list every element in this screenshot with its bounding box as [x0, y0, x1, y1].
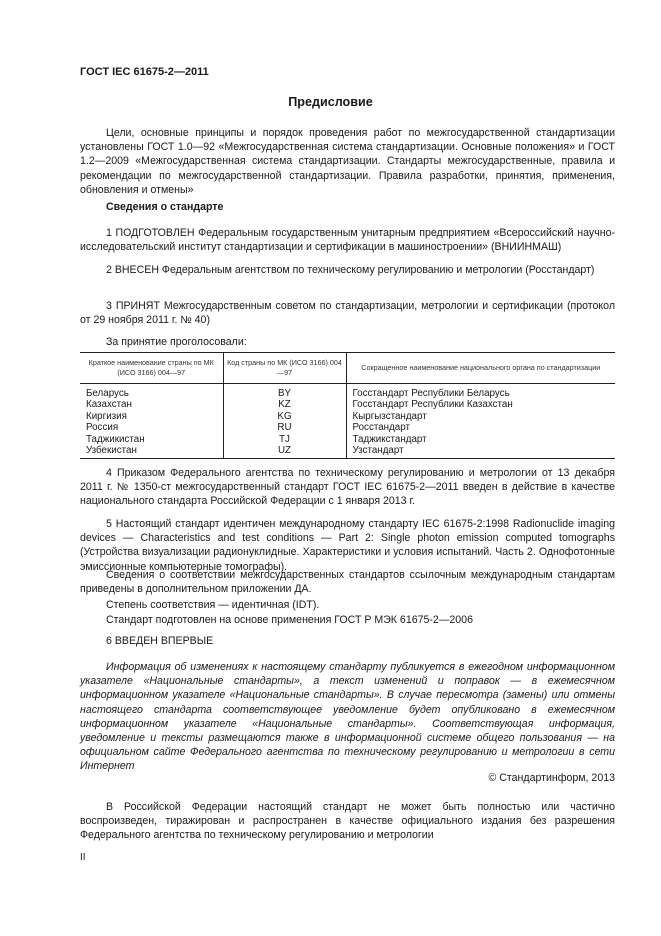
header-country-name: Краткое наименование страны по МК (ИСО 3166) 004—97: [80, 353, 223, 384]
table-row: [80, 445, 615, 459]
header-country-code: Код страны по МК (ИСО 3166) 004—97: [223, 353, 346, 384]
item-prepared: 1 ПОДГОТОВЛЕН Федеральным государственным унитарным предприятием «Всероссийский научно-исследовательский институт стандартизации и сертификации в машиностроении» (ВНИИНМАШ): [80, 227, 615, 254]
body-cell: Госстандарт Республики Казахстан: [346, 399, 615, 410]
code-cell: RU: [223, 422, 346, 433]
voted-label: За принятие проголосовали:: [106, 336, 247, 348]
item-adopted: 3 ПРИНЯТ Межгосударственным советом по стандартизации, метрологии и сертификации (протокол от 29 ноября 2011 г. № 40): [80, 300, 615, 327]
code-cell: BY: [223, 384, 346, 400]
info-heading: Сведения о стандарте: [106, 201, 224, 213]
table-row: [80, 411, 615, 422]
page-number: II: [80, 852, 86, 863]
rights-notice: В Российской Федерации настоящий стандарт не может быть полностью или частично воспроизведен, тиражирован и распространен в качестве официального издания без разрешения Федерального агентства по техническому регулированию и метрологии: [80, 801, 615, 842]
country-cell: Таджикистан: [86, 433, 145, 445]
item-basis: Стандарт подготовлен на основе применения ГОСТ Р МЭК 61675-2—2006: [106, 614, 473, 626]
country-cell: Россия: [86, 422, 119, 434]
item-identical: 5 Настоящий стандарт идентичен международному стандарту IEC 61675-2:1998 Radionuclide imaging devices — Characteristics and test conditions — Part 2: Single photon emission computed tomographs (Устройства визуализации радионуклидные. Характеристики и условия испытаний. Часть 2. Однофотонные эмиссионные компьютерные томографы).: [80, 518, 615, 573]
body-cell: Госстандарт Республики Беларусь: [346, 384, 615, 400]
copyright: © Стандартинформ, 2013: [488, 772, 615, 784]
country-cell: Узбекистан: [80, 445, 223, 459]
item-introduced: 6 ВВЕДЕН ВПЕРВЫЕ: [106, 635, 214, 647]
change-notice: Информация об изменениях к настоящему стандарту публикуется в ежегодном информационном указателе «Национальные стандарты», а текст изменений и поправок — в ежемесячном информационном указателе «Национальные стандарты». В случае пересмотра (замены) или отмены настоящего стандарта соответствующее уведомление будет опубликовано в ежемесячном информационном указателе «Национальные стандарты». Соответствующая информация, уведомление и тексты размещаются также в информационной системе общего пользования — на официальном сайте Федерального агентства по техническому регулированию и метрологии в сети Интернет: [80, 661, 615, 773]
body-cell: Кыргызстандарт: [346, 411, 615, 422]
table-row: [80, 399, 615, 410]
item-references: Сведения о соответствии межгосударственных стандартов ссылочным международным стандартам приведены в дополнительном приложении ДА.: [80, 569, 615, 596]
item-enacted: 4 Приказом Федерального агентства по техническому регулированию и метрологии от 13 декабря 2011 г. № 1350-ст межгосударственный стандарт ГОСТ IEC 61675-2—2011 введен в действие в качестве национального стандарта Российской Федерации с 1 января 2013 г.: [80, 467, 615, 508]
country-cell: Киргизия: [86, 410, 127, 422]
table-row: [80, 422, 615, 433]
item-degree: Степень соответствия — идентичная (IDT).: [106, 599, 320, 611]
header-standards-body: Сокращенное наименование национального органа по стандартизации: [346, 353, 615, 384]
country-cell: Беларусь: [86, 388, 129, 399]
code-cell: UZ: [223, 445, 346, 459]
item-submitted: 2 ВНЕСЕН Федеральным агентством по техническому регулированию и метрологии (Росстандарт): [106, 264, 595, 276]
table-row: [80, 434, 615, 445]
code-cell: KZ: [223, 399, 346, 410]
intro-paragraph: Цели, основные принципы и порядок проведения работ по межгосударственной стандартизации установлены ГОСТ 1.0—92 «Межгосударственная система стандартизации. Основные положения» и ГОСТ 1.2—2009 «Межгосударственная система стандартизации. Стандарты межгосударственные, правила и рекомендации по межгосударственной стандартизации. Правила разработки, принятия, применения, обновления и отмены»: [80, 127, 615, 196]
code-cell: KG: [223, 411, 346, 422]
country-cell: Казахстан: [86, 399, 132, 411]
body-cell: Таджикстандарт: [346, 434, 615, 445]
body-cell: Росстандарт: [346, 422, 615, 433]
table-row: [80, 384, 615, 400]
document-code-header: ГОСТ IEC 61675-2—2011: [80, 66, 209, 78]
code-cell: TJ: [223, 434, 346, 445]
page-title: Предисловие: [288, 95, 373, 109]
voting-table: [80, 352, 615, 459]
body-cell: Узстандарт: [346, 445, 615, 459]
table-header-row: [80, 353, 615, 384]
